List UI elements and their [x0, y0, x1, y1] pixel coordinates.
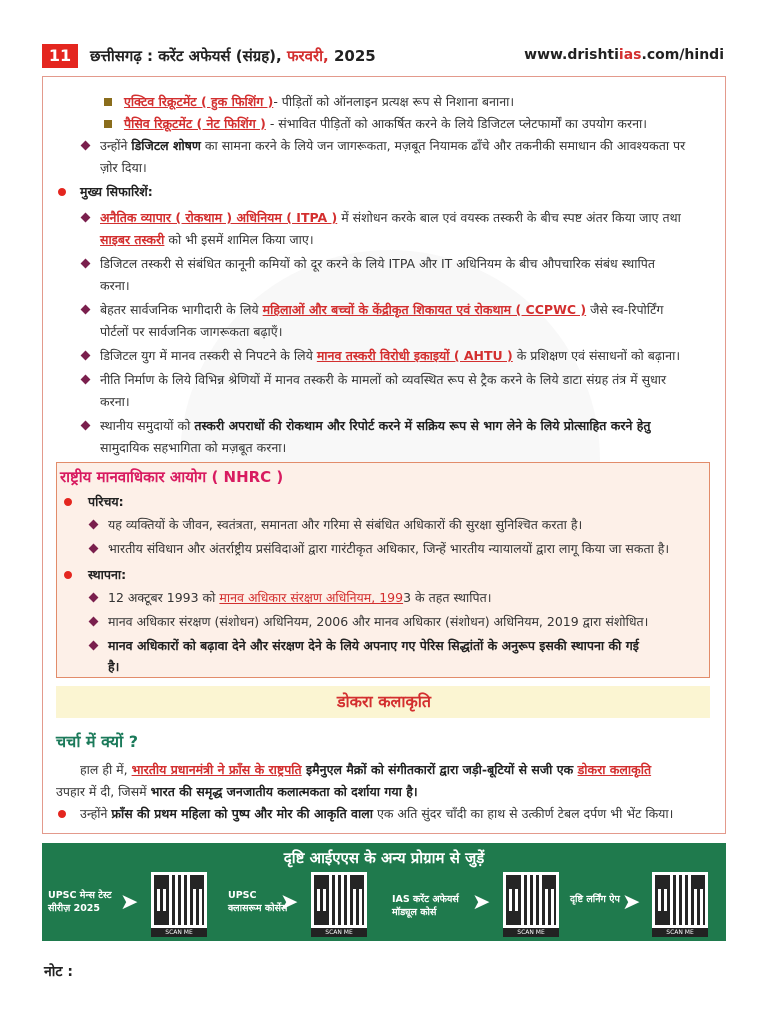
list-item: नीति निर्माण के लिये विभिन्न श्रेणियों में मानव तस्करी के मामलों को व्यवस्थित रूप से ट्रैक करने के लिये डाटा संग्रह तंत्र में सुधार — [100, 372, 667, 387]
bullet-dot-icon — [58, 810, 66, 818]
square-bullet-icon — [104, 120, 112, 128]
list-item-continued: ज़ोर दिया। — [100, 160, 147, 175]
programs-title: दृष्टि आईएएस के अन्य प्रोग्राम से जुड़ें — [283, 849, 485, 867]
list-item: 12 अक्टूबर 1993 को मानव अधिकार संरक्षण अधिनियम, 1993 के तहत स्थापित। — [108, 590, 492, 605]
list-item: बेहतर सार्वजनिक भागीदारी के लिये महिलाओं और बच्चों के केंद्रीकृत शिकायत एवं रोकथाम ( CCPWC ) जैसे स्व-रिपोर्टिंग — [100, 302, 664, 317]
list-item: मानव अधिकारों को बढ़ावा देने और संरक्षण देने के लिये अपनाए गए पेरिस सिद्धांतों के अनुरूप इसकी स्थापना की गई — [108, 638, 639, 653]
program-label: IAS करेंट अफेयर्स मॉड्यूल कोर्स — [392, 894, 459, 918]
square-bullet-icon — [104, 98, 112, 106]
list-item: डिजिटल तस्करी से संबंधित कानूनी कमियों को दूर करने के लिये ITPA और IT अधिनियम के बीच औपचारिक संबंध स्थापित — [100, 256, 655, 271]
list-item-continued: पोर्टलों पर सार्वजनिक जागरूकता बढ़ाएँ। — [100, 324, 283, 339]
list-item: अनैतिक व्यापार ( रोकथाम ) अधिनियम ( ITPA ) में संशोधन करके बाल एवं वयस्क तस्करी के बीच स्पष्ट अंतर किया जाए तथा — [100, 210, 681, 225]
list-item: स्थानीय समुदायों को तस्करी अपराधों की रोकथाम और रिपोर्ट करने में सक्रिय रूप से भाग लेने के लिये प्रोत्साहित करने हेतु — [100, 418, 651, 433]
list-item-continued: साइबर तस्करी को भी इसमें शामिल किया जाए। — [100, 232, 314, 247]
program-label: UPSC क्लासरूम कोर्सेस — [228, 890, 288, 914]
active-recruitment-link[interactable]: एक्टिव रिक्रूटमेंट ( हुक फिशिंग ) — [124, 94, 274, 109]
list-item-continued: सामुदायिक सहभागिता को मज़बूत करना। — [100, 440, 287, 455]
ccpwc-link[interactable]: महिलाओं और बच्चों के केंद्रीकृत शिकायत एवं रोकथाम ( CCPWC ) — [262, 302, 587, 317]
list-item: मानव अधिकार संरक्षण (संशोधन) अधिनियम, 2006 और मानव अधिकार (संशोधन) अधिनियम, 2019 द्वारा संशोधित। — [108, 614, 649, 629]
pm-france-president-link[interactable]: भारतीय प्रधानमंत्री ने फ्राँस के राष्ट्रपति — [131, 762, 302, 777]
section-heading: स्थापना: — [88, 567, 127, 582]
list-item: एक्टिव रिक्रूटमेंट ( हुक फिशिंग )- पीड़ितों को ऑनलाइन प्रत्यक्ष रूप से निशाना बनाना। — [124, 94, 515, 109]
passive-recruitment-link[interactable]: पैसिव रिक्रूटमेंट ( नेट फिशिंग ) — [124, 116, 266, 131]
list-item: पैसिव रिक्रूटमेंट ( नेट फिशिंग ) - संभावित पीड़ितों को आकर्षित करने के लिये डिजिटल प्लेटफार्मों का उपयोग करना। — [124, 116, 648, 131]
list-item: डिजिटल युग में मानव तस्करी से निपटने के लिये मानव तस्करी विरोधी इकाइयों ( AHTU ) के प्रशिक्षण एवं संसाधनों को बढ़ाना। — [100, 348, 681, 363]
note-label: नोट : — [44, 964, 73, 980]
ahtu-link[interactable]: मानव तस्करी विरोधी इकाइयों ( AHTU ) — [316, 348, 513, 363]
list-item: उन्होंने फ्राँस की प्रथम महिला को पुष्प और मोर की आकृति वाला एक अति सुंदर चाँदी का हाथ से उत्कीर्ण टेबल दर्पण भी भेंट किया। — [80, 806, 674, 821]
qr-code[interactable] — [311, 872, 367, 928]
site-url[interactable]: www.drishtiias.com/hindi — [524, 47, 724, 63]
cyber-trafficking-link[interactable]: साइबर तस्करी — [100, 232, 165, 247]
bullet-dot-icon — [64, 571, 72, 579]
human-rights-act-link[interactable]: मानव अधिकार संरक्षण अधिनियम, 199 — [219, 590, 404, 605]
arrow-right-icon: ➤ — [622, 890, 641, 915]
arrow-right-icon: ➤ — [472, 890, 491, 915]
arrow-right-icon: ➤ — [120, 890, 139, 915]
section-heading: मुख्य सिफारिशें: — [80, 184, 153, 199]
qr-code[interactable] — [151, 872, 207, 928]
page-number: 11 — [42, 44, 78, 68]
qr-code[interactable] — [503, 872, 559, 928]
bullet-dot-icon — [58, 188, 66, 196]
bullet-dot-icon — [64, 498, 72, 506]
nhrc-title: राष्ट्रीय मानवाधिकार आयोग ( NHRC ) — [60, 468, 284, 486]
list-item: यह व्यक्तियों के जीवन, स्वतंत्रता, समानता और गरिमा से संबंधित अधिकारों की सुरक्षा सुनिश्चित करता है। — [108, 517, 583, 532]
dokra-title: डोकरा कलाकृति — [336, 692, 432, 711]
list-item: भारतीय संविधान और अंतर्राष्ट्रीय प्रसंविदाओं द्वारा गारंटीकृत अधिकार, जिन्हें भारतीय न्यायालयों द्वारा लागू किया जा सकता है। — [108, 541, 670, 556]
header-title: छत्तीसगढ़ : करेंट अफेयर्स (संग्रह), फरवरी, 2025 — [90, 47, 376, 65]
scan-me-label: SCAN ME — [652, 928, 708, 937]
itpa-link[interactable]: अनैतिक व्यापार ( रोकथाम ) अधिनियम ( ITPA ) — [100, 210, 338, 225]
list-item-continued: करना। — [100, 278, 130, 293]
scan-me-label: SCAN ME — [151, 928, 207, 937]
program-label: दृष्टि लर्निंग ऐप — [570, 894, 620, 905]
paragraph-line: हाल ही में, भारतीय प्रधानमंत्री ने फ्राँस के राष्ट्रपति इमैनुएल मैक्रों को संगीतकारों द्वारा जड़ी-बूटियों से सजी एक डोकरा कलाकृति — [80, 762, 652, 777]
scan-me-label: SCAN ME — [503, 928, 559, 937]
qr-code[interactable] — [652, 872, 708, 928]
why-in-news-heading: चर्चा में क्यों ? — [56, 732, 139, 751]
list-item-continued: करना। — [100, 394, 130, 409]
page-header — [0, 44, 768, 70]
program-label: UPSC मेन्स टेस्ट सीरीज़ 2025 — [48, 890, 112, 914]
paragraph-line: उपहार में दी, जिसमें भारत की समृद्ध जनजातीय कलात्मकता को दर्शाया गया है। — [56, 784, 418, 799]
list-item-continued: है। — [108, 659, 120, 674]
list-item: उन्होंने डिजिटल शोषण का सामना करने के लिये जन जागरूकता, मज़बूत नियामक ढाँचे और तकनीकी समाधान की आवश्यकता पर — [100, 138, 686, 153]
arrow-right-icon: ➤ — [280, 890, 299, 915]
section-heading: परिचय: — [88, 494, 124, 509]
scan-me-label: SCAN ME — [311, 928, 367, 937]
dokra-art-link[interactable]: डोकरा कलाकृति — [577, 762, 652, 777]
